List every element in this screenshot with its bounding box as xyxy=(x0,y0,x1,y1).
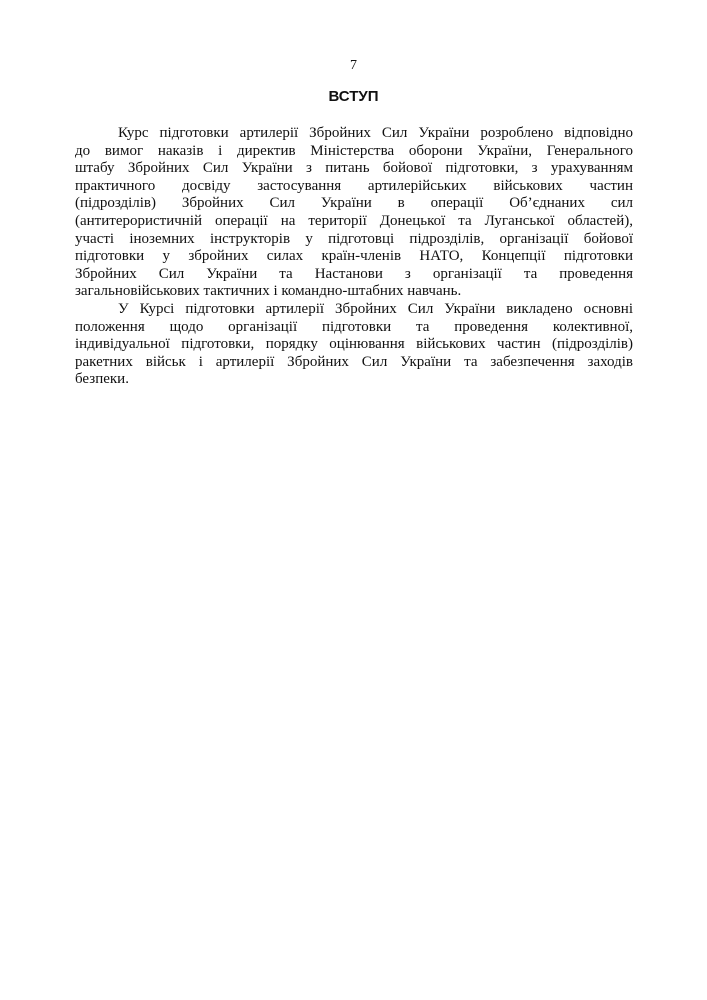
text-line: індивідуальної підготовки, порядку оцінювання військових частин (підрозділів) xyxy=(75,336,633,353)
text-line: практичного досвіду застосування артилерійських військових частин xyxy=(75,177,633,194)
text-line: положення щодо організації підготовки та проведення колективної, xyxy=(75,318,633,335)
text-line: У Курсі підготовки артилерії Збройних Сил України викладено основні xyxy=(118,300,633,317)
text-line: (антитерористичній операції на території Донецької та Луганської областей), xyxy=(75,212,633,229)
text-line: підготовки у збройних силах країн-членів НАТО, Концепції підготовки xyxy=(75,248,633,265)
text-line: (підрозділів) Збройних Сил України в операції Об’єднаних сил xyxy=(75,195,633,212)
text-line: штабу Збройних Сил України з питань бойової підготовки, з урахуванням xyxy=(75,160,633,177)
text-line: Збройних Сил України та Настанови з організації та проведення xyxy=(75,265,633,282)
text-line: участі іноземних інструкторів у підготовці підрозділів, організації бойової xyxy=(75,230,633,247)
text-line: ракетних військ і артилерії Збройних Сил України та забезпечення заходів xyxy=(75,353,633,370)
text-line: загальновійськових тактичних і командно-штабних навчань. xyxy=(75,283,462,300)
text-line: до вимог наказів і директив Міністерства оборони України, Генерального xyxy=(75,142,633,159)
paragraph-1 xyxy=(75,125,633,301)
section-title: ВСТУП xyxy=(328,88,379,105)
text-line: Курс підготовки артилерії Збройних Сил України розроблено відповідно xyxy=(118,125,633,141)
text-line: безпеки. xyxy=(75,371,129,388)
page-number: 7 xyxy=(350,58,357,73)
paragraph-2 xyxy=(75,301,633,389)
body-text xyxy=(75,125,633,389)
